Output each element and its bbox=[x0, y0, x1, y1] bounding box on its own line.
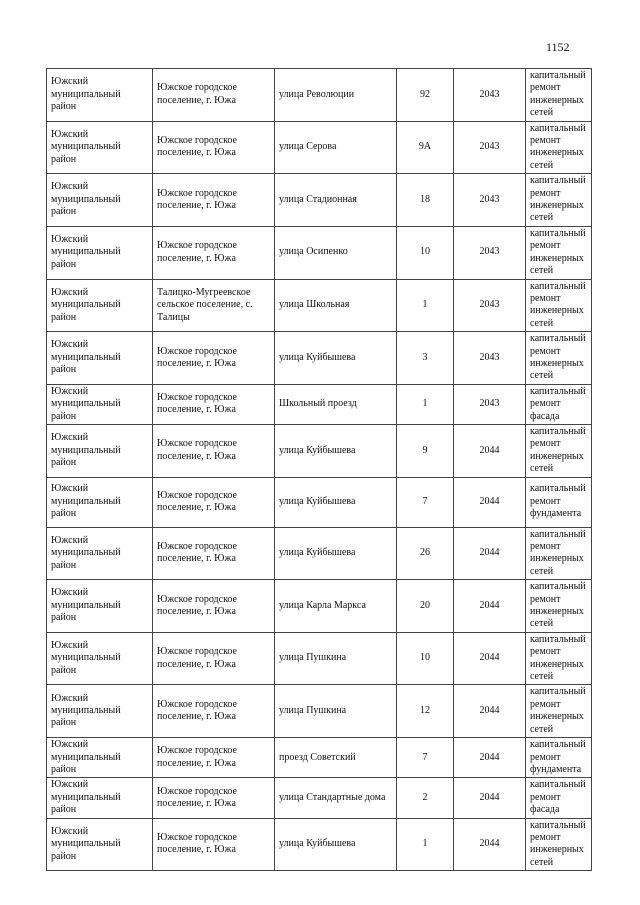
year-cell: 2043 bbox=[454, 121, 526, 174]
work-type-cell: капитальный ремонт фундамента bbox=[526, 738, 592, 778]
street-cell: улица Стадионная bbox=[275, 174, 397, 227]
work-type-cell: капитальный ремонт инженерных сетей bbox=[526, 685, 592, 738]
year-cell: 2043 bbox=[454, 279, 526, 332]
district-cell: Южский муниципальный район bbox=[47, 226, 153, 279]
house-number-cell: 9 bbox=[397, 424, 454, 477]
table-row bbox=[47, 685, 592, 738]
settlement-cell: Южское городское поселение, г. Южа bbox=[153, 384, 275, 424]
table-row bbox=[47, 226, 592, 279]
street-cell: улица Революции bbox=[275, 69, 397, 122]
house-number-cell: 1 bbox=[397, 279, 454, 332]
house-number-cell: 1 bbox=[397, 384, 454, 424]
year-cell: 2044 bbox=[454, 580, 526, 633]
table-row bbox=[47, 121, 592, 174]
table-row bbox=[47, 738, 592, 778]
table-body bbox=[47, 69, 592, 871]
page-number: 1152 bbox=[546, 40, 570, 54]
street-cell: улица Осипенко bbox=[275, 226, 397, 279]
house-number-cell: 18 bbox=[397, 174, 454, 227]
district-cell: Южский муниципальный район bbox=[47, 477, 153, 527]
table-row bbox=[47, 332, 592, 385]
year-cell: 2044 bbox=[454, 527, 526, 580]
street-cell: проезд Советский bbox=[275, 738, 397, 778]
work-type-cell: капитальный ремонт инженерных сетей bbox=[526, 332, 592, 385]
year-cell: 2044 bbox=[454, 424, 526, 477]
settlement-cell: Южское городское поселение, г. Южа bbox=[153, 738, 275, 778]
settlement-cell: Южское городское поселение, г. Южа bbox=[153, 778, 275, 818]
district-cell: Южский муниципальный район bbox=[47, 685, 153, 738]
settlement-cell: Южское городское поселение, г. Южа bbox=[153, 69, 275, 122]
settlement-cell: Южское городское поселение, г. Южа bbox=[153, 121, 275, 174]
district-cell: Южский муниципальный район bbox=[47, 580, 153, 633]
house-number-cell: 92 bbox=[397, 69, 454, 122]
settlement-cell: Южское городское поселение, г. Южа bbox=[153, 332, 275, 385]
table-row bbox=[47, 527, 592, 580]
year-cell: 2043 bbox=[454, 174, 526, 227]
settlement-cell: Южское городское поселение, г. Южа bbox=[153, 527, 275, 580]
street-cell: улица Пушкина bbox=[275, 685, 397, 738]
district-cell: Южский муниципальный район bbox=[47, 778, 153, 818]
district-cell: Южский муниципальный район bbox=[47, 174, 153, 227]
year-cell: 2044 bbox=[454, 738, 526, 778]
work-type-cell: капитальный ремонт фасада bbox=[526, 778, 592, 818]
settlement-cell: Южское городское поселение, г. Южа bbox=[153, 685, 275, 738]
district-cell: Южский муниципальный район bbox=[47, 332, 153, 385]
settlement-cell: Южское городское поселение, г. Южа bbox=[153, 477, 275, 527]
table-row bbox=[47, 818, 592, 871]
table-row bbox=[47, 69, 592, 122]
year-cell: 2044 bbox=[454, 778, 526, 818]
street-cell: улица Серова bbox=[275, 121, 397, 174]
table-row bbox=[47, 279, 592, 332]
street-cell: улица Куйбышева bbox=[275, 477, 397, 527]
house-number-cell: 12 bbox=[397, 685, 454, 738]
house-number-cell: 10 bbox=[397, 632, 454, 685]
district-cell: Южский муниципальный район bbox=[47, 279, 153, 332]
district-cell: Южский муниципальный район bbox=[47, 738, 153, 778]
year-cell: 2043 bbox=[454, 69, 526, 122]
work-type-cell: капитальный ремонт фасада bbox=[526, 384, 592, 424]
work-type-cell: капитальный ремонт инженерных сетей bbox=[526, 226, 592, 279]
work-type-cell: капитальный ремонт инженерных сетей bbox=[526, 69, 592, 122]
table-row bbox=[47, 424, 592, 477]
settlement-cell: Южское городское поселение, г. Южа bbox=[153, 818, 275, 871]
work-type-cell: капитальный ремонт инженерных сетей bbox=[526, 121, 592, 174]
year-cell: 2043 bbox=[454, 384, 526, 424]
settlement-cell: Южское городское поселение, г. Южа bbox=[153, 174, 275, 227]
house-number-cell: 26 bbox=[397, 527, 454, 580]
street-cell: улица Куйбышева bbox=[275, 424, 397, 477]
table-row bbox=[47, 632, 592, 685]
district-cell: Южский муниципальный район bbox=[47, 424, 153, 477]
house-number-cell: 7 bbox=[397, 738, 454, 778]
work-type-cell: капитальный ремонт инженерных сетей bbox=[526, 632, 592, 685]
repair-schedule-table bbox=[46, 68, 592, 871]
house-number-cell: 2 bbox=[397, 778, 454, 818]
work-type-cell: капитальный ремонт инженерных сетей bbox=[526, 818, 592, 871]
district-cell: Южский муниципальный район bbox=[47, 632, 153, 685]
settlement-cell: Южское городское поселение, г. Южа bbox=[153, 226, 275, 279]
district-cell: Южский муниципальный район bbox=[47, 69, 153, 122]
street-cell: улица Школьная bbox=[275, 279, 397, 332]
house-number-cell: 3 bbox=[397, 332, 454, 385]
district-cell: Южский муниципальный район bbox=[47, 121, 153, 174]
house-number-cell: 20 bbox=[397, 580, 454, 633]
settlement-cell: Южское городское поселение, г. Южа bbox=[153, 632, 275, 685]
street-cell: улица Пушкина bbox=[275, 632, 397, 685]
street-cell: улица Куйбышева bbox=[275, 818, 397, 871]
work-type-cell: капитальный ремонт инженерных сетей bbox=[526, 279, 592, 332]
year-cell: 2044 bbox=[454, 632, 526, 685]
year-cell: 2044 bbox=[454, 818, 526, 871]
house-number-cell: 1 bbox=[397, 818, 454, 871]
street-cell: улица Куйбышева bbox=[275, 527, 397, 580]
house-number-cell: 10 bbox=[397, 226, 454, 279]
district-cell: Южский муниципальный район bbox=[47, 384, 153, 424]
district-cell: Южский муниципальный район bbox=[47, 818, 153, 871]
year-cell: 2044 bbox=[454, 685, 526, 738]
settlement-cell: Талицко-Мугреевское сельское поселение, с. Талицы bbox=[153, 279, 275, 332]
settlement-cell: Южское городское поселение, г. Южа bbox=[153, 580, 275, 633]
district-cell: Южский муниципальный район bbox=[47, 527, 153, 580]
settlement-cell: Южское городское поселение, г. Южа bbox=[153, 424, 275, 477]
table-row bbox=[47, 174, 592, 227]
table-row bbox=[47, 384, 592, 424]
work-type-cell: капитальный ремонт фундамента bbox=[526, 477, 592, 527]
work-type-cell: капитальный ремонт инженерных сетей bbox=[526, 527, 592, 580]
house-number-cell: 9А bbox=[397, 121, 454, 174]
table-row bbox=[47, 580, 592, 633]
work-type-cell: капитальный ремонт инженерных сетей bbox=[526, 424, 592, 477]
year-cell: 2044 bbox=[454, 477, 526, 527]
work-type-cell: капитальный ремонт инженерных сетей bbox=[526, 580, 592, 633]
street-cell: улица Стандартные дома bbox=[275, 778, 397, 818]
house-number-cell: 7 bbox=[397, 477, 454, 527]
year-cell: 2043 bbox=[454, 226, 526, 279]
street-cell: улица Карла Маркса bbox=[275, 580, 397, 633]
year-cell: 2043 bbox=[454, 332, 526, 385]
street-cell: Школьный проезд bbox=[275, 384, 397, 424]
table-row bbox=[47, 477, 592, 527]
street-cell: улица Куйбышева bbox=[275, 332, 397, 385]
table-row bbox=[47, 778, 592, 818]
work-type-cell: капитальный ремонт инженерных сетей bbox=[526, 174, 592, 227]
